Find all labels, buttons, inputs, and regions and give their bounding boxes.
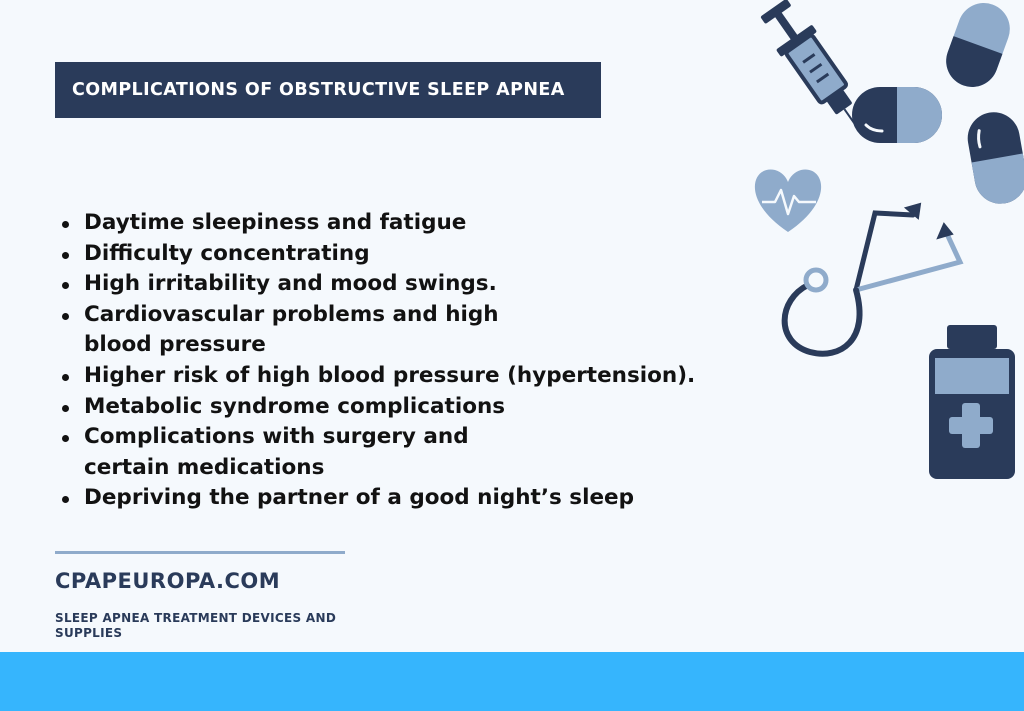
tagline: SLEEP APNEA TREATMENT DEVICES AND SUPPLIES (55, 611, 337, 640)
footer-bar (0, 652, 1024, 711)
stethoscope-icon (785, 204, 960, 354)
list-item: Difficulty concentrating (60, 239, 700, 270)
list-item: Cardiovascular problems and high blood pressure (60, 300, 564, 361)
divider (55, 551, 345, 554)
site-name: CPAPEUROPA.COM (55, 569, 281, 593)
title-banner (55, 62, 601, 118)
capsule-icon (964, 108, 1024, 208)
page-title: COMPLICATIONS OF OBSTRUCTIVE SLEEP APNEA (72, 80, 565, 100)
complications-list (60, 208, 700, 514)
list-item: Complications with surgery and certain medications (60, 422, 554, 483)
capsule-icon (939, 0, 1017, 94)
heart-pulse-icon (755, 170, 821, 232)
capsule-icon (852, 87, 942, 143)
medicine-bottle-icon (929, 325, 1015, 479)
list-item: Higher risk of high blood pressure (hypertension). (60, 361, 700, 392)
list-item: High irritability and mood swings. (60, 269, 700, 300)
list-item: Depriving the partner of a good night’s sleep (60, 483, 700, 514)
list-item: Daytime sleepiness and fatigue (60, 208, 700, 239)
list-item: Metabolic syndrome complications (60, 392, 700, 423)
medical-illustration (720, 0, 1024, 500)
